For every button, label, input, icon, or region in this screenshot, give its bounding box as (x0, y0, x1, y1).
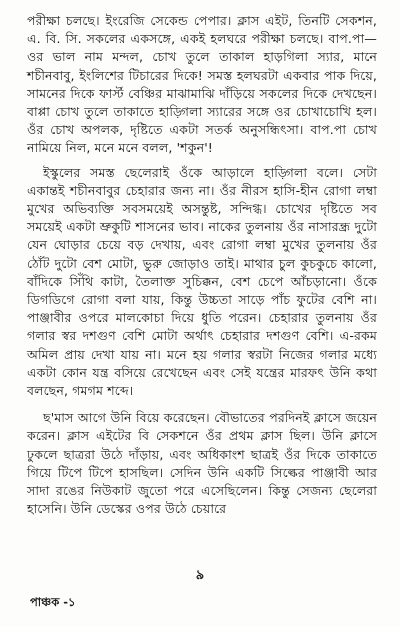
paragraph-1: পরীক্ষা চলছে। ইংরেজি সেকেন্ড পেপার। ক্লাস এইট, তিনটি সেকশন, এ. বি. সি. সকলের একসঙ্গে, একই হলঘরে পরীক্ষা চলছে। বাপ.পা—ওর ভাল নাম মন্দল, চোখ তুলে তাকাল হাড়গিলা স্যার, মানে শচীনবাবু, ইংলিশের টিচারের দিকে! সমস্ত হলঘরটা একবার পাক দিয়ে, সামনের দিকে ফার্স্ট বেঞ্চির মাঝামাঝি দাঁড়িয়ে সকলের দিকে দেখছেন। বাপ্পা চোখ তুলে তাকাতে হাড়্গিলা স্যারের সঙ্গে ওর চোখাচোখি হল। ওঁর চোখ অপলক, দৃষ্টিতে একটা সতর্ক অনুসন্ধিৎসা। বাপ.পা চোখ নামিয়ে নিল, মনে মনে বলল, 'শকুন'! (27, 13, 377, 156)
paragraph-2: ইস্কুলের সমস্ত ছেলেরাই ওঁকে আড়ালে হাড়্গিলা বলে। সেটা একান্তই শচীনবাবুর চেহারার জন্য না। ওঁর নীরস হাসি-হীন রোগা লম্বা মুখের অভিব্যক্তি সবসময়েই অসন্তুষ্ট, সন্দিগ্ধ। চোখের দৃষ্টিতে সব সময়েই একটা ভ্রুকুটি শাসনের ভাব। নাকের তুলনায় ওঁর নাসারন্ধ্র দুটো যেন ঘোড়ার চেয়ে বড় দেখায়, এবং রোগা লম্বা মুখের তুলনায় ওঁর ঠোঁট দুটো বেশ মোটা, ভুরু জোড়াও তাই। মাথার চুল কুচকুচে কালো, বাঁদিকে সিঁথি কাটা, তৈলাক্ত সুচিক্কন, বেশ চেপে আঁচড়ানো। ওঁকে ডিগডিগে রোগা বলা যায়, কিন্তু উচ্চতা সাড়ে পাঁচ ফুটের বেশি না। পাঞ্জাবীর ওপরে মালকোচা দিয়ে ধুতি পরেন। চেহারার তুলনায় ওঁর গলার স্বর দশগুণ বেশি মোটা অর্থাৎ চেহারার দশগুণ বেশি। এ-রকম অমিল প্রায় দেখা যায় না। মনে হয় গলার স্বরটা নিজের গলার মধ্যে একটা কোন যন্ত্র বসিয়ে রেখেছেন এবং সেই যন্ত্রের মারফৎ উনি কথা বলছেন, গমগম শব্দে। (27, 164, 377, 399)
footer-label: পাঞ্চক -১ (30, 595, 76, 609)
page-number: ৯ (195, 568, 205, 583)
paragraph-3: ছ'মাস আগে উনি বিয়ে করেছেন। বৌভাতের পরদিনই ক্লাসে জয়েন করেন। ক্লাস এইটের বি সেকশনে ওঁর প্রথম ক্লাস ছিল। উনি ক্লাসে ঢুকলে ছাত্ররা উঠে দাঁড়ায়, এবং অধিকাংশ ছাত্রই ওঁর দিকে তাকাতে গিয়ে টিপে টিপে হাসছিল। সেদিন উনি একটি সিল্কের পাঞ্জাবী আর সাদা রঙের নিউকাট জুতো পরে এসেছিলেন। কিন্তু সেজন্য ছেলেরা হাসেনি। উনি ডেস্কের ওপর উঠে চেয়ারে (27, 410, 377, 517)
body-text (27, 12, 377, 518)
